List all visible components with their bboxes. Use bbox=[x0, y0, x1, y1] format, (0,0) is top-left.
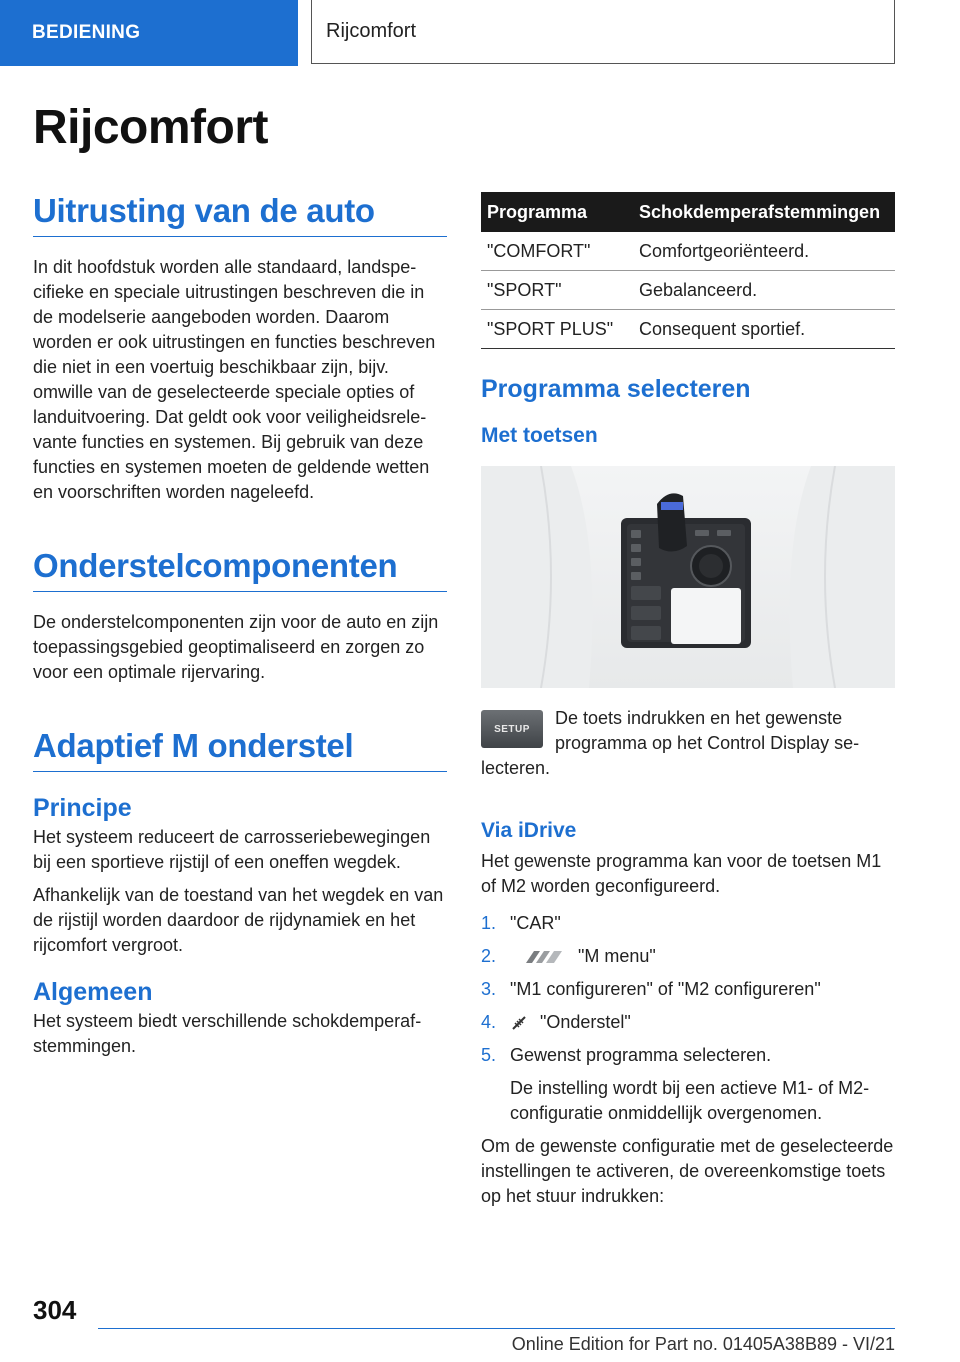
heading-programma-selecteren: Programma selecteren bbox=[481, 375, 751, 403]
heading-onderstelcomponenten: Onderstelcomponenten bbox=[33, 547, 447, 592]
heading-uitrusting: Uitrusting van de auto bbox=[33, 192, 447, 237]
heading-adaptief-m-onderstel: Adaptief M onderstel bbox=[33, 727, 447, 772]
paragraph-principe-2: Afhankelijk van de toestand van het wegdek en van de rijstijl worden daardoor de rijdynamiek en het rijcomfort vergroot. bbox=[33, 885, 444, 955]
chapter-tab: Rijcomfort bbox=[311, 0, 895, 64]
step-number: 2. bbox=[481, 946, 497, 966]
page-number: 304 bbox=[33, 1295, 77, 1325]
table-cell: "SPORT" bbox=[481, 271, 633, 310]
step-text: "M menu" bbox=[578, 946, 656, 966]
step-subtext: De instelling wordt bij een actieve M1- of M2-configuratie onmiddellijk overgenomen. bbox=[510, 1078, 870, 1123]
paragraph-onderstelcomponenten: De onderstelcomponenten zijn voor de auto en zijn toepassingsgebied geoptimaliseerd en zorgen zo voor een optimale rijervaring. bbox=[33, 612, 439, 682]
right-column bbox=[481, 192, 895, 1209]
step-text: Gewenst programma selecteren. bbox=[510, 1045, 772, 1065]
page-header bbox=[0, 0, 960, 66]
list-item bbox=[481, 977, 895, 1002]
table-row bbox=[481, 271, 895, 310]
paragraph-algemeen: Het systeem biedt verschillende schokdemperafstemmingen. bbox=[33, 1011, 422, 1056]
table-cell: Comfortgeoriënteerd. bbox=[633, 232, 895, 271]
suspension-icon bbox=[510, 1014, 528, 1032]
list-item bbox=[481, 1043, 895, 1126]
table-row bbox=[481, 310, 895, 349]
table-cell: "COMFORT" bbox=[481, 232, 633, 271]
setup-key-icon: SETUP bbox=[481, 710, 543, 748]
center-console-photo bbox=[481, 466, 895, 688]
table-row bbox=[481, 232, 895, 271]
heading-met-toetsen: Met toetsen bbox=[481, 424, 598, 447]
paragraph-idrive-intro: Het gewenste programma kan voor de toetsen M1 of M2 worden geconfigureerd. bbox=[481, 851, 882, 896]
table-cell: Gebalanceerd. bbox=[633, 271, 895, 310]
paragraph-setup: De toets indrukken en het gewenste programma op het Control Display selecteren. bbox=[481, 708, 860, 778]
center-console-illustration bbox=[481, 466, 895, 688]
step-number: 4. bbox=[481, 1012, 497, 1032]
step-number: 1. bbox=[481, 913, 497, 933]
heading-algemeen: Algemeen bbox=[33, 978, 153, 1006]
paragraph-uitrusting: In dit hoofdstuk worden alle standaard, landspecifieke en speciale uitrustingen beschreven die in de modelserie aangeboden worden. Daarom worden er ook uitrustingen en functies beschreven die niet in een voertuig beschikbaar zijn, bijv. omwille van de geselecteerde speciale opties of landuitvoering. Dat geldt ook voor veiligheidsrelevante functies en systemen. Bij gebruik van deze functies en systemen moeten de geldende wetten en voorschriften worden nageleefd. bbox=[33, 257, 436, 502]
heading-via-idrive: Via iDrive bbox=[481, 819, 577, 842]
table-header-row bbox=[481, 192, 895, 232]
table-header-cell: Programma bbox=[481, 192, 633, 232]
list-item bbox=[481, 944, 895, 969]
footer-divider bbox=[98, 1328, 895, 1329]
step-number: 5. bbox=[481, 1045, 497, 1065]
paragraph-principe-1: Het systeem reduceert de carrosseriebewegingen bij een sportieve rijstijl of een oneffen wegdek. bbox=[33, 827, 431, 872]
list-item bbox=[481, 911, 895, 936]
list-item bbox=[481, 1010, 895, 1035]
step-number: 3. bbox=[481, 979, 497, 999]
table-cell: Consequent sportief. bbox=[633, 310, 895, 349]
page-title: Rijcomfort bbox=[33, 101, 268, 154]
step-text: "M1 configureren" of "M2 configureren" bbox=[510, 979, 821, 999]
footer-edition: Online Edition for Part no. 01405A38B89 - VI/21 bbox=[511, 1334, 895, 1354]
table-cell: "SPORT PLUS" bbox=[481, 310, 633, 349]
m-stripes-icon bbox=[522, 950, 566, 964]
left-column bbox=[33, 192, 447, 1059]
program-table bbox=[481, 192, 895, 349]
idrive-steps bbox=[481, 911, 895, 1126]
step-text: "CAR" bbox=[510, 913, 561, 933]
setup-instruction bbox=[481, 706, 895, 781]
step-text: "Onderstel" bbox=[540, 1012, 631, 1032]
table-header-cell: Schokdemperafstemmingen bbox=[633, 192, 895, 232]
heading-principe: Principe bbox=[33, 794, 132, 822]
section-tab: BEDIENING bbox=[0, 0, 298, 66]
paragraph-idrive-outro: Om de gewenste configuratie met de geselecteerde instellingen te activeren, de overeenkomstige toets op het stuur indrukken: bbox=[481, 1136, 894, 1206]
